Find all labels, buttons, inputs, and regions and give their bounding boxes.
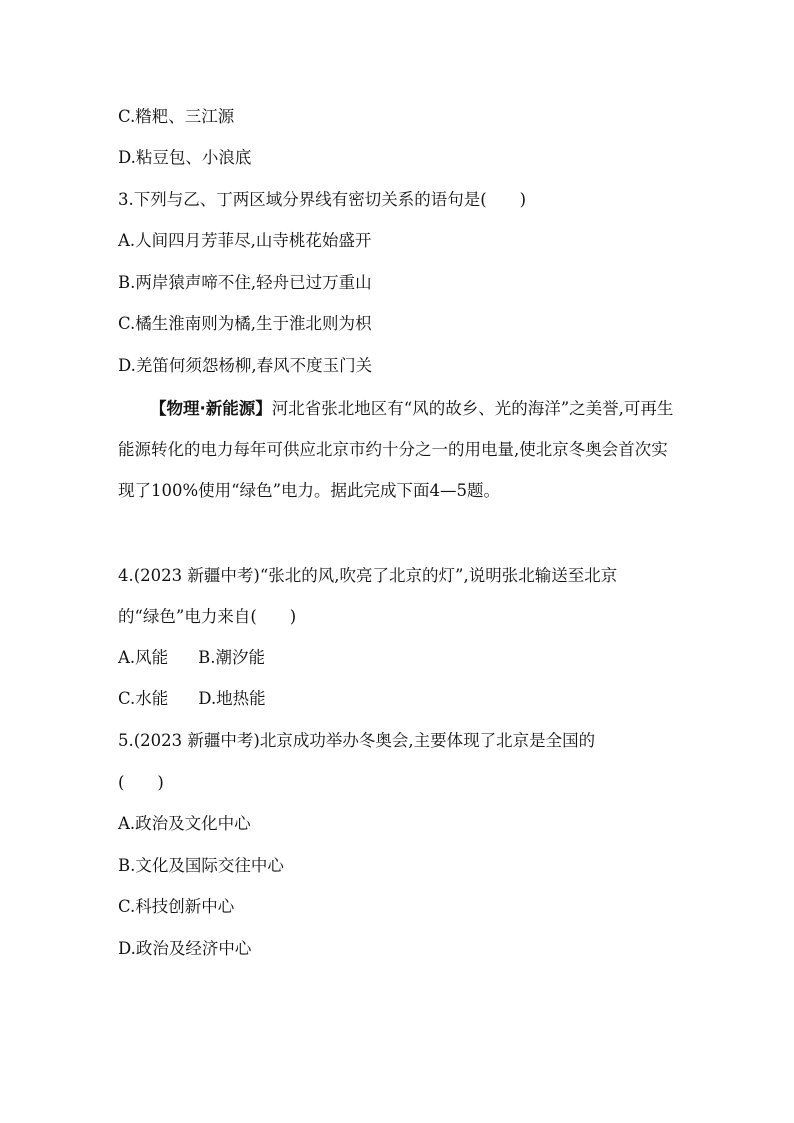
q3-stem: 3.下列与乙、丁两区域分界线有密切关系的语句是( ): [118, 190, 527, 209]
q5-option-b: B.文化及国际交往中心: [118, 856, 284, 875]
q2-option-d: D.粘豆包、小浪底: [118, 148, 252, 167]
q4-option-a: A.风能: [118, 648, 169, 667]
q4-option-d: D.地热能: [198, 689, 266, 708]
q4-option-b: B.潮汐能: [198, 648, 266, 667]
q3-option-d: D.羌笛何须怨杨柳,春风不度玉门关: [118, 356, 373, 375]
q5-option-c: C.科技创新中心: [118, 897, 235, 916]
q4-stem-line1: 4.(2023 新疆中考)“张北的风,吹亮了北京的灯”,说明张北输送至北京: [118, 566, 618, 585]
q4-stem-line2: 的“绿色”电力来自( ): [118, 607, 297, 626]
q5-stem-line2: ( ): [118, 773, 164, 792]
q4-options-row1: [118, 646, 265, 670]
q5-option-a: A.政治及文化中心: [118, 814, 251, 833]
q3-option-c: C.橘生淮南则为橘,生于淮北则为枳: [118, 314, 372, 333]
q5-option-d: D.政治及经济中心: [118, 939, 252, 958]
q3-option-b: B.两岸猿声啼不住,轻舟已过万重山: [118, 273, 372, 292]
q3-option-a: A.人间四月芳菲尽,山寺桃花始盛开: [118, 231, 372, 250]
material-passage: [118, 388, 674, 511]
q5-stem-line1: 5.(2023 新疆中考)北京成功举办冬奥会,主要体现了北京是全国的: [118, 731, 596, 750]
passage-text: 河北省张北地区有“风的故乡、光的海洋”之美誉,可再生能源转化的电力每年可供应北京市约十分之一的用电量,使北京冬奥会首次实现了100%使用“绿色”电力。据此完成下面4—5题。: [118, 399, 674, 500]
passage-tag: 【物理·新能源】: [150, 399, 272, 418]
q4-option-c: C.水能: [118, 689, 169, 708]
q4-options-row2: [118, 687, 266, 711]
q2-option-c: C.糌粑、三江源: [118, 107, 235, 126]
